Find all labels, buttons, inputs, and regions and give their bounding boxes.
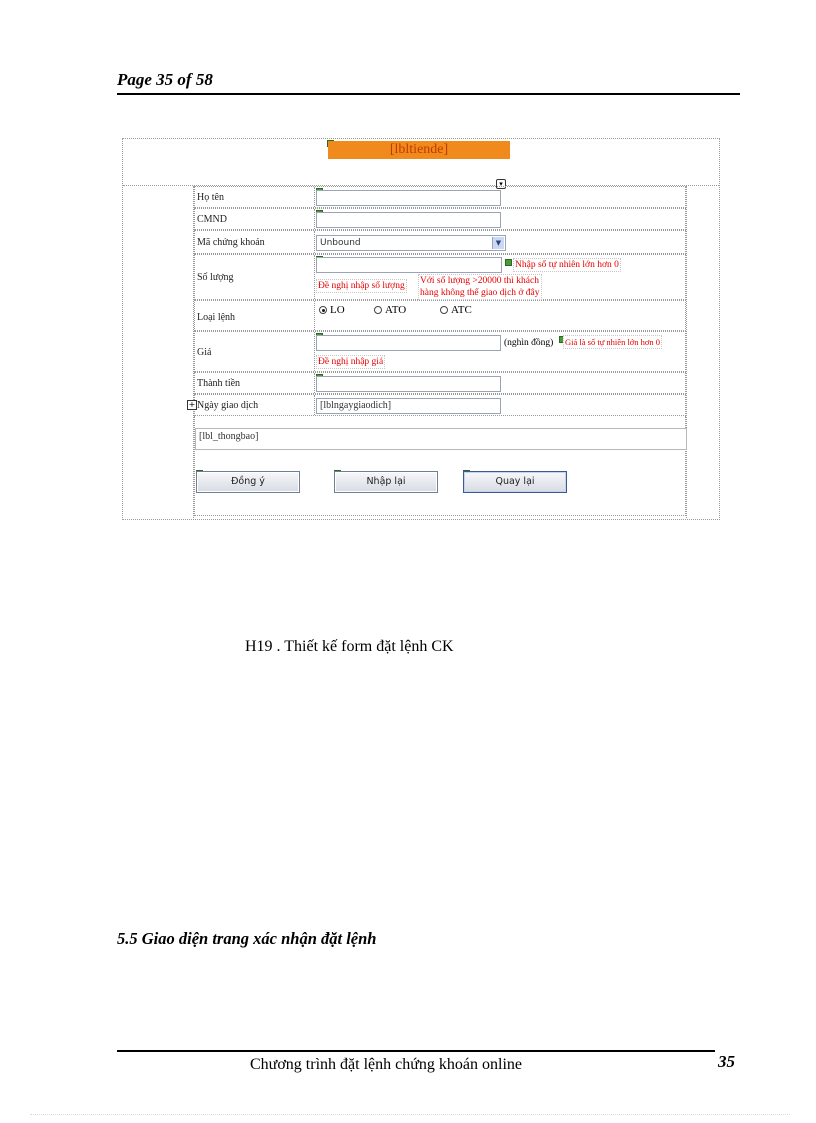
expand-icon[interactable]: +	[188, 400, 196, 409]
quay-lai-button[interactable]: Quay lại	[463, 471, 567, 493]
row-ho-ten	[194, 186, 686, 208]
label-ho-ten: Họ tên	[197, 192, 224, 203]
so-luong-validator-number: Nhập số tự nhiên lớn hơn 0	[515, 260, 619, 270]
gia-validator-required: Đề nghị nhập giá	[318, 357, 384, 367]
row-thong-bao	[194, 416, 686, 516]
footer-title: Chương trình đặt lệnh chứng khoán online	[250, 1056, 522, 1073]
figure-caption: H19 . Thiết kế form đặt lệnh CK	[245, 638, 454, 655]
gia-unit: (nghìn đồng)	[504, 338, 554, 348]
radio-icon	[440, 306, 448, 314]
figure-title-area	[123, 139, 719, 186]
row-ngay-giao-dich	[188, 394, 686, 416]
so-luong-validator-limit: Với số lượng >20000 thì khách hàng không thể giao dịch ở đây	[420, 276, 540, 298]
ngay-giao-dich-label: [lblngaygiaodich]	[316, 398, 501, 414]
label-ma-chung-khoan: Mã chứng khoán	[197, 237, 265, 248]
so-luong-input[interactable]	[316, 257, 502, 273]
label-cmnd: CMND	[197, 214, 228, 225]
thanh-tien-input[interactable]	[316, 376, 501, 392]
label-thanh-tien: Thành tiền	[197, 378, 241, 389]
radio-icon	[374, 306, 382, 314]
cmnd-input[interactable]	[316, 212, 501, 228]
page-header: Page 35 of 58	[117, 70, 213, 89]
row-cmnd	[194, 208, 686, 230]
ma-chung-khoan-select[interactable]	[316, 235, 506, 251]
label-so-luong: Số lượng	[197, 272, 234, 283]
page-number: 35	[718, 1052, 735, 1071]
ma-chung-khoan-value: Unbound	[320, 238, 361, 248]
radio-lo[interactable]: LO	[319, 304, 345, 316]
radio-ato[interactable]: ATO	[374, 304, 406, 316]
row-thanh-tien	[194, 372, 686, 394]
thong-bao-label: [lbl_thongbao]	[195, 428, 687, 450]
row-loai-lenh	[194, 300, 686, 331]
chevron-down-icon[interactable]: ▼	[492, 237, 504, 249]
form-title-label: [lbltiende]	[328, 141, 510, 159]
section-heading: 5.5 Giao diện trang xác nhận đặt lệnh	[117, 929, 377, 948]
page-edge-divider	[30, 1114, 790, 1115]
header-rule	[117, 93, 740, 95]
row-gia	[194, 331, 686, 372]
row-so-luong	[194, 254, 686, 300]
control-marker-icon	[505, 259, 512, 266]
gia-validator-number: Giá là số tự nhiên lớn hơn 0	[565, 337, 661, 347]
radio-selected-icon	[319, 306, 327, 314]
label-gia: Giá	[197, 347, 212, 358]
form-table	[188, 186, 687, 518]
row-ma-chung-khoan	[194, 230, 686, 254]
collapse-toggle-icon[interactable]: ▾	[496, 179, 506, 189]
dong-y-button[interactable]: Đồng ý	[196, 471, 300, 493]
gia-input[interactable]	[316, 335, 501, 351]
footer-rule	[117, 1050, 715, 1052]
label-loai-lenh: Loại lệnh	[197, 312, 236, 323]
label-ngay-giao-dich: Ngày giao dịch	[197, 400, 259, 411]
form-design-figure	[122, 138, 720, 520]
ho-ten-input[interactable]	[316, 190, 501, 206]
radio-atc[interactable]: ATC	[440, 304, 472, 316]
so-luong-validator-required: Đề nghị nhập số lượng	[318, 281, 405, 291]
nhap-lai-button[interactable]: Nhập lại	[334, 471, 438, 493]
